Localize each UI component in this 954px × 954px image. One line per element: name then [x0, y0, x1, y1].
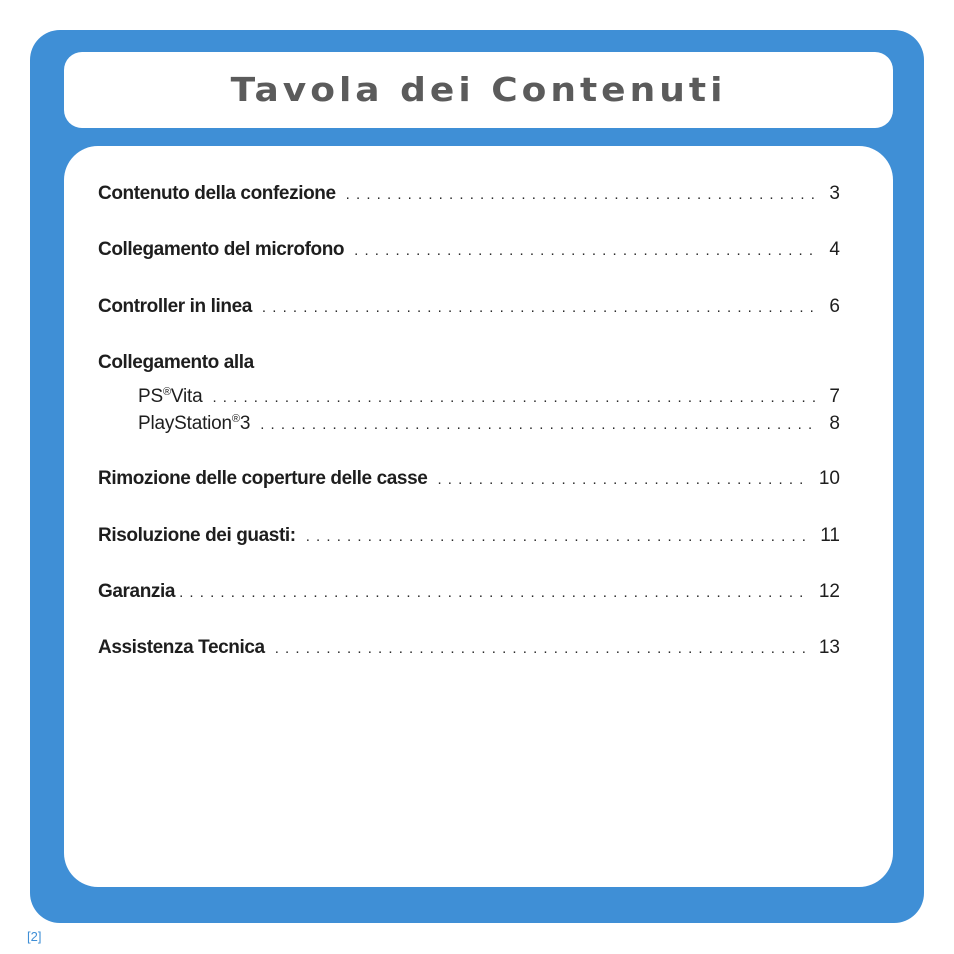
toc-entry-label: Contenuto della confezione — [98, 183, 336, 204]
toc-page-number: 13 — [818, 637, 840, 658]
dot-leader — [306, 525, 810, 549]
toc-entry-label: Risoluzione dei guasti: — [98, 525, 296, 546]
toc-entry-controller — [98, 295, 840, 319]
toc-entry-garanzia — [98, 580, 840, 604]
toc-subentry-label: PlayStation®3 — [138, 413, 251, 434]
toc-subentry-playstation3 — [98, 412, 840, 436]
toc-entry-rimozione — [98, 467, 840, 491]
toc-entry-label: Assistenza Tecnica — [98, 637, 265, 658]
dot-leader — [262, 296, 818, 320]
toc-entry-collegamento-microfono — [98, 238, 840, 262]
dot-leader — [354, 239, 818, 263]
toc-subentry-ps-vita — [98, 385, 840, 409]
toc-page-number: 12 — [818, 581, 840, 602]
dot-leader — [346, 183, 818, 207]
dot-leader — [179, 581, 810, 605]
toc-page-number: 8 — [829, 413, 840, 434]
page-title: Tavola dei Contenuti — [230, 71, 727, 109]
page-number-footer: [2] — [27, 929, 42, 944]
title-panel — [64, 52, 893, 128]
toc-page-number: 6 — [829, 296, 840, 317]
toc-entry-risoluzione — [98, 524, 840, 548]
toc-entry-label: Controller in linea — [98, 296, 252, 317]
toc-entry-label: Collegamento del microfono — [98, 239, 345, 260]
toc-page-number: 3 — [829, 183, 840, 204]
toc-subentry-label: PS®Vita — [138, 386, 203, 407]
toc-page-number: 11 — [820, 525, 840, 546]
toc-page-number: 4 — [829, 239, 840, 260]
dot-leader — [275, 637, 810, 661]
dot-leader — [212, 386, 818, 410]
toc-entry-label: Garanzia — [98, 581, 176, 602]
toc-entry-label: Rimozione delle coperture delle casse — [98, 468, 428, 489]
toc-entry-contenuto — [98, 182, 840, 206]
dot-leader — [437, 468, 810, 492]
toc-entry-collegamento-alla — [98, 351, 840, 375]
toc-entry-assistenza — [98, 636, 840, 660]
toc-entry-label: Collegamento alla — [98, 352, 254, 373]
dot-leader — [260, 413, 818, 437]
toc-page-number: 10 — [818, 468, 840, 489]
toc-page-number: 7 — [829, 386, 840, 407]
